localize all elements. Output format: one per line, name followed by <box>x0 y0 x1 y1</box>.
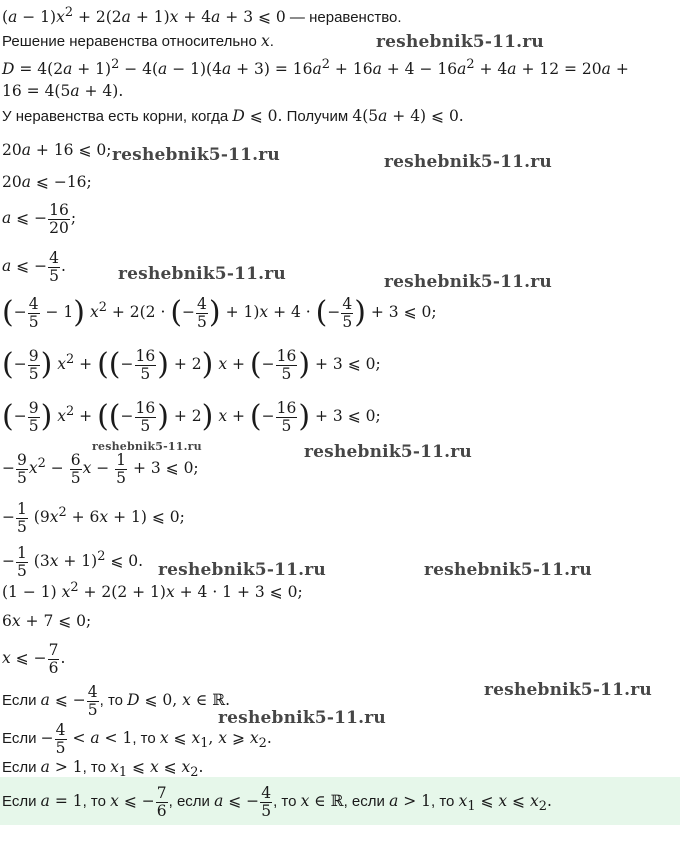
line-linear: 6x + 7 ⩽ 0; <box>2 612 92 630</box>
watermark: reshebnik5-11.ru <box>118 264 286 284</box>
answer-line: Если a = 1, то x ⩽ − $\frac{7}{6}$ , если a ⩽ − $\frac{4}{5}$ , то x ∈ ℝ, если a > 1, то $x_1$ ⩽ x ⩽ $x_2$. <box>2 783 552 820</box>
watermark: reshebnik5-11.ru <box>384 152 552 172</box>
line-sub-3: (− $\frac{9}{5}$ ) $x^2$ + ((− $\frac{16}{5}$ ) + 2) x + (− $\frac{16}{5}$ ) + 3 ⩽ 0; <box>2 398 381 435</box>
watermark: reshebnik5-11.ru <box>218 708 386 728</box>
line-x-bound: x ⩽ − $\frac{7}{6}$ . <box>2 640 66 677</box>
watermark: reshebnik5-11.ru <box>376 32 544 52</box>
line-case-1: Если a ⩽ − $\frac{4}{5}$ , то D ⩽ 0, x ∈ ℝ. <box>2 682 231 719</box>
line-case-2: Если − $\frac{4}{5}$ < a < 1, то x ⩽ $x_1$, x ⩾ $x_2$. <box>2 720 272 757</box>
watermark: reshebnik5-11.ru <box>384 272 552 292</box>
line-problem: $(a - 1)x^2 + 2(2a + 1)x + 4a + 3$ ⩽ 0 — неравенство. <box>2 5 402 27</box>
line-step-3: a ⩽ − $\frac{16}{20}$ ; <box>2 200 77 237</box>
watermark: reshebnik5-11.ru <box>484 680 652 700</box>
watermark: reshebnik5-11.ru <box>304 442 472 462</box>
line-discriminant-cont: 16 = 4(5a + 4). <box>2 82 124 100</box>
line-roots-condition: У неравенства есть корни, когда D ⩽ 0. Получим 4(5a + 4) ⩽ 0. <box>2 107 464 125</box>
watermark: reshebnik5-11.ru <box>424 560 592 580</box>
line-step-4: a ⩽ − $\frac{4}{5}$ . <box>2 248 66 285</box>
line-solve-relative: Решение неравенства относительно x. <box>2 32 274 50</box>
watermark: reshebnik5-11.ru <box>158 560 326 580</box>
watermark: reshebnik5-11.ru <box>92 440 202 453</box>
line-step-2: 20a ⩽ −16; <box>2 173 92 191</box>
line-discriminant: $D = 4(2a + 1)^2 - 4(a - 1)(4a + 3) = 16a^2 + 16a + 4 - 16a^2 + 4a + 12 = 20a$ + <box>2 57 629 79</box>
line-sub-5: − $\frac{1}{5}$ $(9x^2 + 6x + 1)$ ⩽ 0; <box>2 499 185 536</box>
line-sub-2: (− $\frac{9}{5}$ ) $x^2$ + ((− $\frac{16}{5}$ ) + 2) x + (− $\frac{16}{5}$ ) + 3 ⩽ 0; <box>2 346 381 383</box>
line-step-1: 20a + 16 ⩽ 0; <box>2 141 112 159</box>
line-a-equals-1: (1 − 1) $x^2 + 2(2 + 1)x + 4 \cdot 1 + 3$ ⩽ 0; <box>2 580 303 602</box>
line-sub-1: (− $\frac{4}{5}$ − 1) $x^2 + 2(2$ · (− $\frac{4}{5}$ ) + 1)x + 4 · (− $\frac{4}{5}$ ) + 3 ⩽ 0; <box>2 294 437 331</box>
line-sub-6: − $\frac{1}{5}$ $(3x + 1)^2$ ⩽ 0. <box>2 543 144 580</box>
line-case-3: Если a > 1, то $x_1$ ⩽ x ⩽ $x_2$. <box>2 758 204 781</box>
line-sub-4: − $\frac{9}{5}$ $x^2$ − $\frac{6}{5}$ x − $\frac{1}{5}$ + 3 ⩽ 0; <box>2 450 199 487</box>
watermark: reshebnik5-11.ru <box>112 145 280 165</box>
